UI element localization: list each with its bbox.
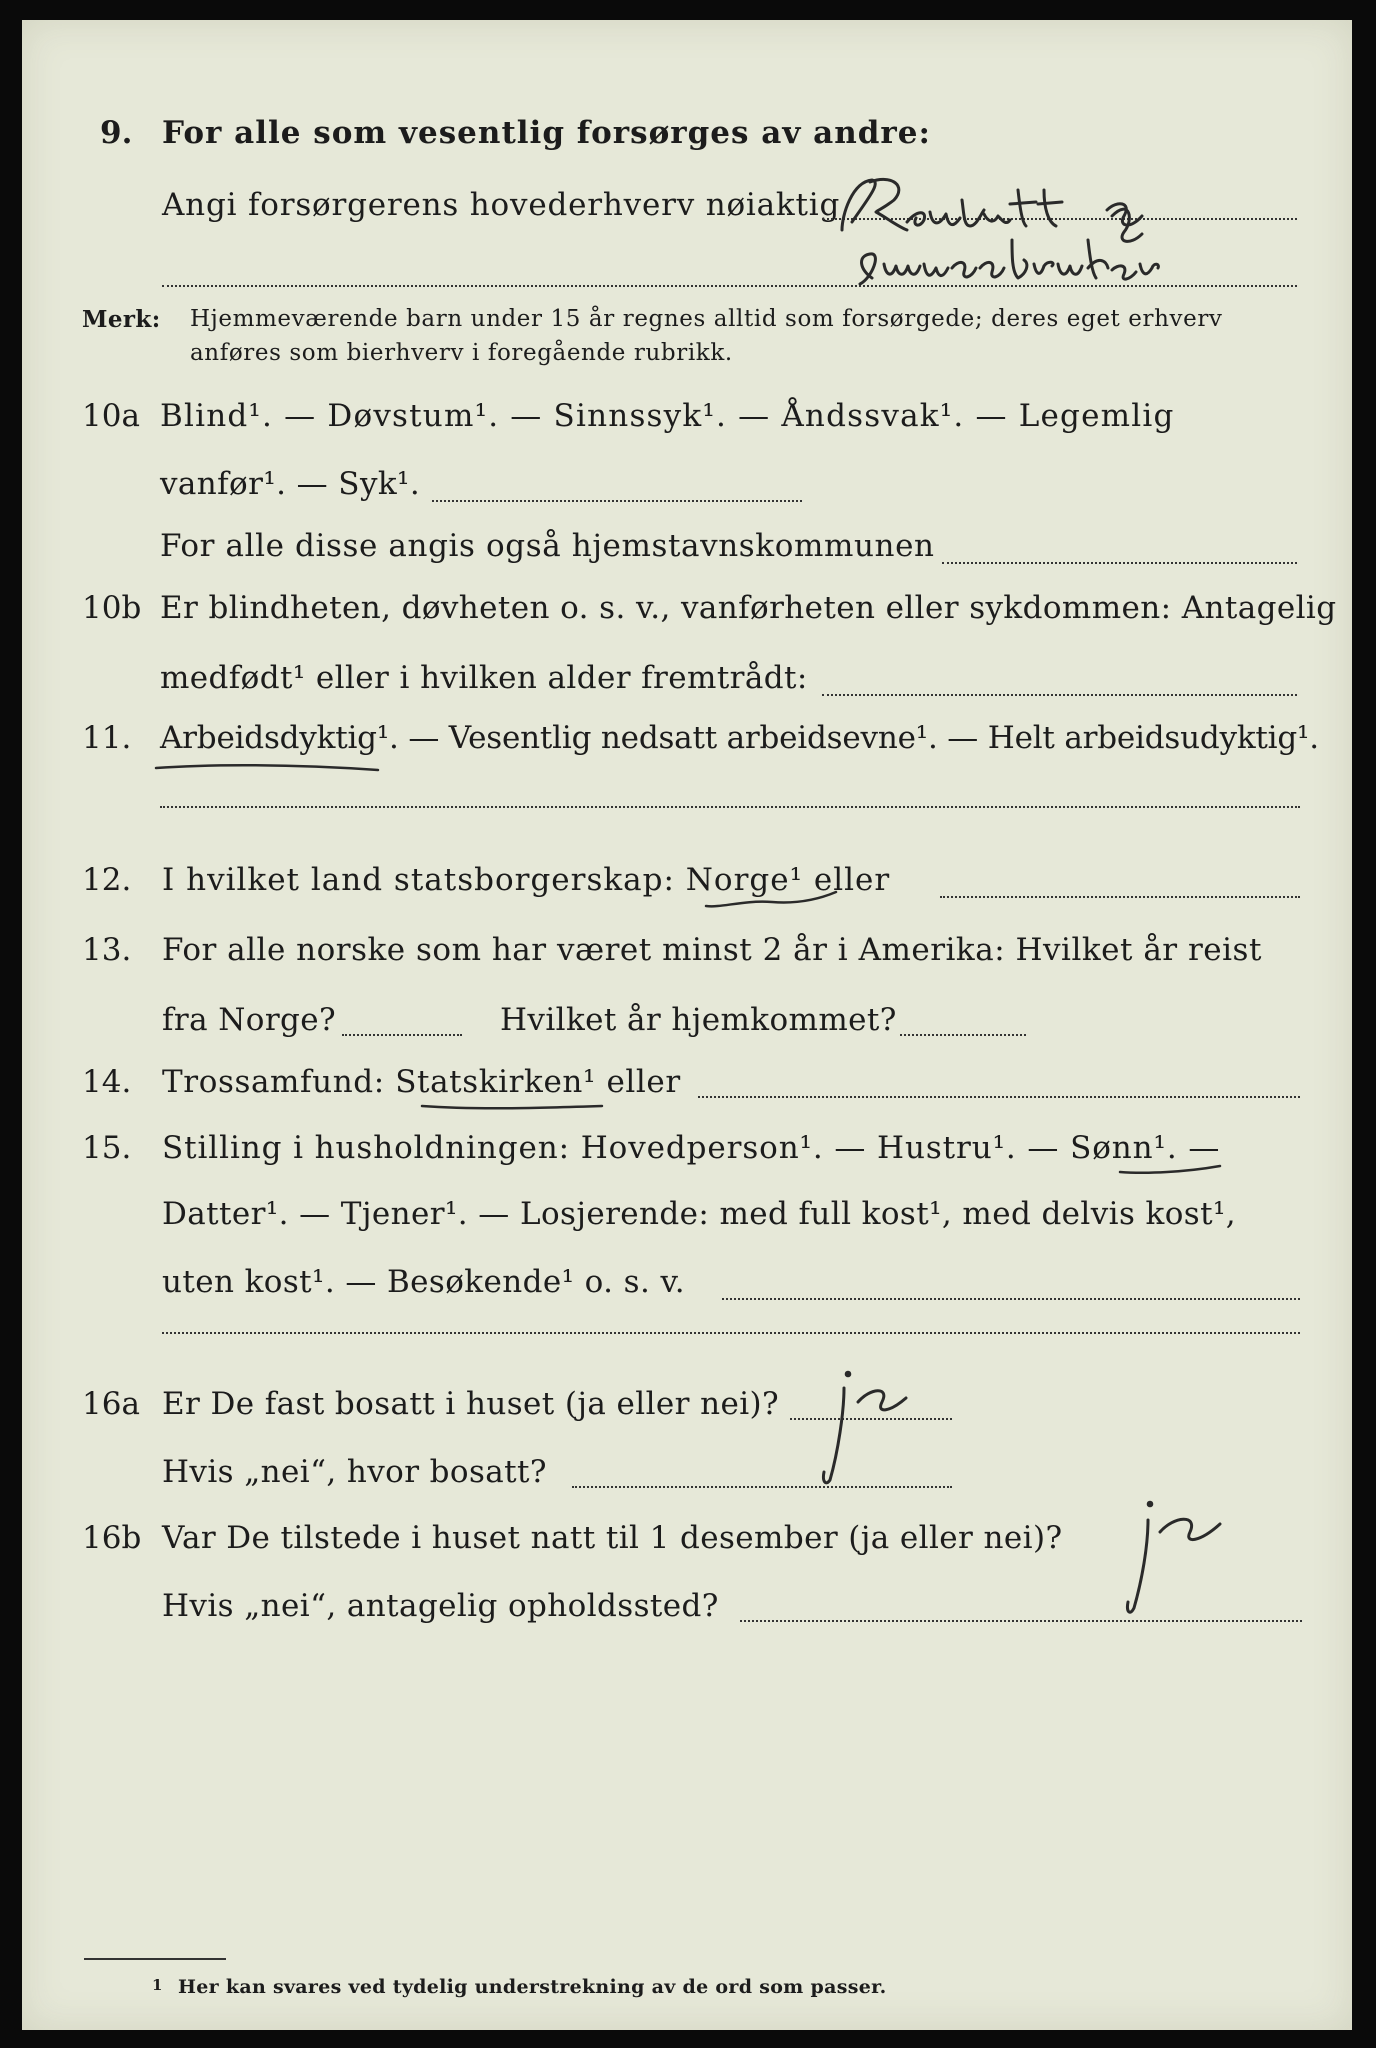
q16a-number: 16a [82, 1386, 140, 1422]
q15-answer-line-2 [162, 1332, 1300, 1334]
q13-line-2b: Hvilket år hjemkommet? [500, 1002, 897, 1038]
q12-underline-mark [702, 888, 842, 912]
q15-line-3: uten kost¹. — Besøkende¹ o. s. v. [162, 1264, 685, 1300]
q10a-line-2: vanfør¹. — Syk¹. [160, 466, 421, 502]
q16b-line-1: Var De tilstede i huset natt til 1 desember (ja eller nei)? [162, 1520, 1063, 1556]
q16a-line-2: Hvis „nei“, hvor bosatt? [162, 1454, 547, 1490]
q11-underline-mark [152, 760, 382, 776]
q10b-answer-line [822, 694, 1297, 696]
q13-return-line [900, 1034, 1026, 1036]
q15-number: 15. [82, 1130, 132, 1166]
footnote-rule [84, 1958, 226, 1960]
q16b-line-2: Hvis „nei“, antagelig opholdssted? [162, 1588, 719, 1624]
census-form-page [22, 20, 1352, 2030]
q9-prompt: Angi forsørgerens hovederhverv nøiaktig [162, 187, 841, 223]
q13-line-1: For alle norske som har været minst 2 år i Amerika: Hvilket år reist [162, 932, 1262, 968]
q15-answer-line-1 [722, 1298, 1300, 1300]
q16a-handwritten-answer [798, 1362, 938, 1492]
q13-number: 13. [82, 932, 132, 968]
q13-line-2a: fra Norge? [162, 1002, 337, 1038]
q10a-number: 10a [82, 398, 140, 434]
q14-underline-mark [418, 1100, 608, 1114]
q15-line-2: Datter¹. — Tjener¹. — Losjerende: med full kost¹, med delvis kost¹, [162, 1196, 1237, 1232]
footnote-mark: 1 [152, 1976, 163, 1994]
q10b-line-2: medfødt¹ eller i hvilken alder fremtrådt: [160, 660, 808, 696]
q11-answer-line [160, 806, 1300, 808]
q14-number: 14. [82, 1064, 132, 1100]
q14-answer-line [698, 1096, 1300, 1098]
q16b-handwritten-answer [1102, 1496, 1252, 1626]
q10a-line-1: Blind¹. — Døvstum¹. — Sinnssyk¹. — Åndssvak¹. — Legemlig [160, 398, 1175, 434]
q11-line-1: Arbeidsdyktig¹. — Vesentlig nedsatt arbeidsevne¹. — Helt arbeidsudyktig¹. [160, 720, 1319, 756]
merk-text-1: Hjemmeværende barn under 15 år regnes alltid som forsørgede; deres eget erhverv [190, 306, 1223, 332]
q12-number: 12. [82, 862, 132, 898]
q10b-line-1: Er blindheten, døvheten o. s. v., vanførheten eller sykdommen: Antagelig [160, 590, 1337, 626]
footnote-text: Her kan svares ved tydelig understrekning av de ord som passer. [178, 1976, 887, 1998]
q14-line-1: Trossamfund: Statskirken¹ eller [162, 1064, 681, 1100]
q15-underline-mark [1116, 1162, 1226, 1180]
q10a-answer-line [432, 500, 802, 502]
q16b-number: 16b [82, 1520, 142, 1556]
q12-line-1: I hvilket land statsborgerskap: Norge¹ eller [162, 862, 891, 898]
merk-text-2: anføres som bierhverv i foregående rubrikk. [190, 340, 733, 366]
q10b-number: 10b [82, 590, 142, 626]
q10a-line-3: For alle disse angis også hjemstavnskommunen [160, 528, 935, 564]
q10a-hometown-line [942, 562, 1297, 564]
merk-label: Merk: [82, 306, 161, 333]
q16a-line-1: Er De fast bosatt i huset (ja eller nei)? [162, 1386, 780, 1422]
q9-heading: For alle som vesentlig forsørges av andre: [162, 115, 931, 151]
q15-line-1: Stilling i husholdningen: Hovedperson¹. — Hustru¹. — Sønn¹. — [162, 1130, 1221, 1166]
q11-number: 11. [82, 720, 132, 756]
q13-departure-line [342, 1034, 462, 1036]
q9-handwritten-answer [812, 160, 1312, 300]
q9-number: 9. [100, 115, 133, 151]
q12-answer-line [940, 896, 1300, 898]
